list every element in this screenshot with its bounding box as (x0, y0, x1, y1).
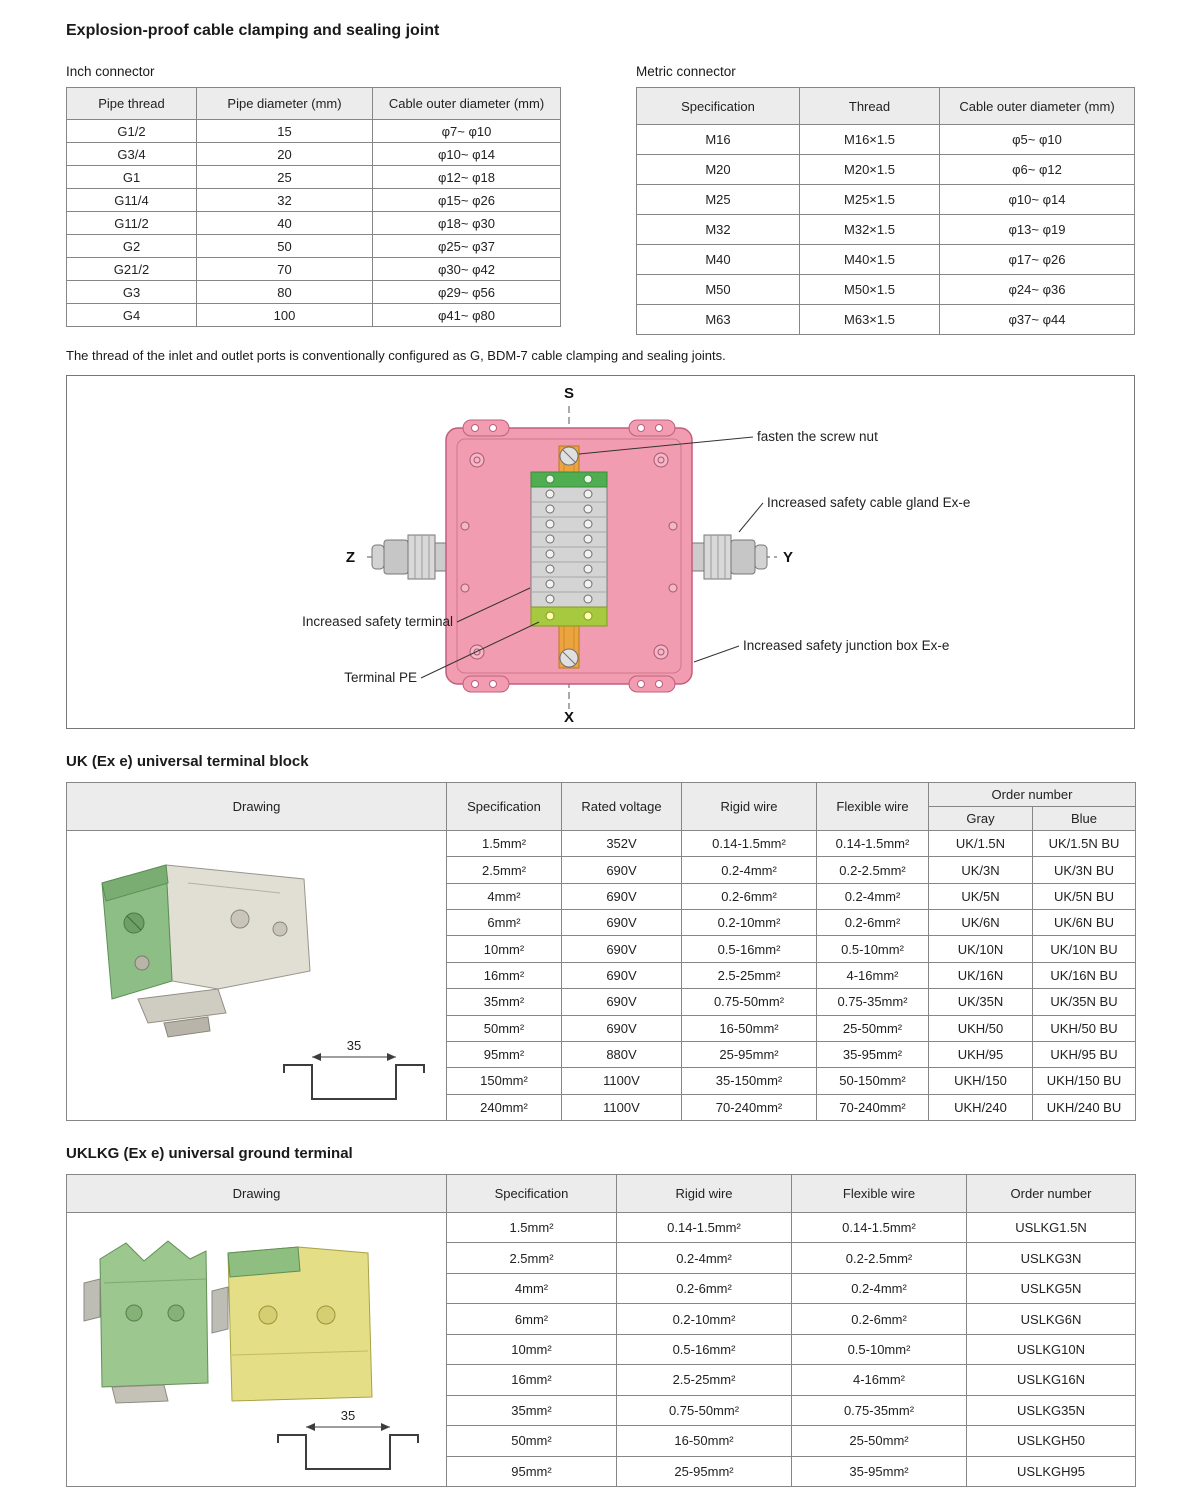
table-cell: 16mm² (447, 962, 562, 988)
table-cell: 240mm² (447, 1094, 562, 1120)
table-cell: UK/5N BU (1033, 883, 1136, 909)
metric-connector-section (636, 64, 1135, 335)
table-cell: UKH/50 BU (1033, 1015, 1136, 1041)
table-cell: 2.5-25mm² (682, 962, 817, 988)
metric-connector-label: Metric connector (636, 64, 736, 79)
rail-width-label: 35 (346, 1038, 361, 1053)
table-cell: UK/10N (929, 936, 1033, 962)
table-cell: 35mm² (447, 1395, 617, 1425)
connector-tables (66, 64, 1135, 335)
table-cell: φ17~ φ26 (940, 245, 1135, 275)
table-cell: G11/4 (67, 189, 197, 212)
table-row (637, 125, 1135, 155)
table-cell: M50×1.5 (800, 275, 940, 305)
table-cell: UK/6N (929, 910, 1033, 936)
table-cell: UKH/150 (929, 1068, 1033, 1094)
table-cell: φ37~ φ44 (940, 305, 1135, 335)
table-cell: 0.2-6mm² (682, 883, 817, 909)
table-cell: 35-150mm² (682, 1068, 817, 1094)
table-cell: UKH/150 BU (1033, 1068, 1136, 1094)
table-cell: 4mm² (447, 1273, 617, 1303)
table-cell: 0.75-35mm² (792, 1395, 967, 1425)
uklkg-section-title: UKLKG (Ex e) universal ground terminal (66, 1145, 353, 1162)
table-cell: 16-50mm² (682, 1015, 817, 1041)
rail-width-label: 35 (340, 1408, 355, 1423)
table-cell: 0.5-10mm² (817, 936, 929, 962)
column-header: Drawing (67, 1175, 447, 1213)
page-title: Explosion-proof cable clamping and sealing joint (66, 22, 440, 39)
table-cell: 35-95mm² (792, 1456, 967, 1487)
table-cell: 35mm² (447, 989, 562, 1015)
column-header: Cable outer diameter (mm) (940, 88, 1135, 125)
terminal-stack-icon (531, 472, 607, 626)
column-header: Blue (1033, 807, 1136, 831)
table-cell: φ10~ φ14 (940, 185, 1135, 215)
table-cell: φ24~ φ36 (940, 275, 1135, 305)
column-header: Specification (447, 783, 562, 831)
cable-gland-left-icon (372, 535, 447, 579)
table-cell: 690V (562, 989, 682, 1015)
table-cell: φ7~ φ10 (373, 120, 561, 143)
table-cell: 0.2-10mm² (617, 1304, 792, 1334)
table-cell: 150mm² (447, 1068, 562, 1094)
table-cell: UKH/240 (929, 1094, 1033, 1120)
uklkg-terminal-table (66, 1174, 1136, 1487)
table-cell: φ25~ φ37 (373, 235, 561, 258)
rail-screw-bottom-icon (560, 649, 578, 667)
table-cell: 0.14-1.5mm² (617, 1213, 792, 1243)
inch-connector-table (66, 87, 561, 327)
table-cell: G3 (67, 281, 197, 304)
note-text: The thread of the inlet and outlet ports is conventionally configured as G, BDM-7 cable clamping and sealing joints. (66, 348, 726, 363)
table-cell: φ10~ φ14 (373, 143, 561, 166)
axis-label-s: S (563, 385, 575, 402)
column-header: Rigid wire (617, 1175, 792, 1213)
table-cell: 0.2-2.5mm² (817, 857, 929, 883)
table-cell: G11/2 (67, 212, 197, 235)
table-header-row (67, 88, 561, 120)
column-header: Order number (967, 1175, 1136, 1213)
table-cell: 0.75-50mm² (617, 1395, 792, 1425)
table-cell: USLKG16N (967, 1365, 1136, 1395)
column-header: Pipe thread (67, 88, 197, 120)
table-cell: G2 (67, 235, 197, 258)
table-row (67, 143, 561, 166)
table-cell: 690V (562, 857, 682, 883)
table-cell: M32×1.5 (800, 215, 940, 245)
table-cell: 4-16mm² (817, 962, 929, 988)
table-row (67, 166, 561, 189)
table-cell: 0.2-10mm² (682, 910, 817, 936)
table-cell: 15 (197, 120, 373, 143)
table-cell: USLKG3N (967, 1243, 1136, 1273)
table-cell: UKH/240 BU (1033, 1094, 1136, 1120)
table-cell: 25-95mm² (617, 1456, 792, 1487)
junction-box-svg (67, 376, 1134, 726)
table-header-row (67, 1175, 1136, 1213)
table-cell: 80 (197, 281, 373, 304)
table-cell: UK/5N (929, 883, 1033, 909)
axis-label-x: X (563, 709, 575, 726)
table-cell: 6mm² (447, 910, 562, 936)
table-cell: 690V (562, 910, 682, 936)
table-cell: M40 (637, 245, 800, 275)
table-cell: M20×1.5 (800, 155, 940, 185)
table-cell: UKH/95 (929, 1041, 1033, 1067)
uklkg-terminal-drawing (68, 1213, 446, 1483)
table-row (637, 215, 1135, 245)
table-row (67, 1213, 1136, 1243)
table-cell: φ12~ φ18 (373, 166, 561, 189)
table-row (67, 212, 561, 235)
table-cell: 0.2-4mm² (792, 1273, 967, 1303)
table-cell: 0.2-6mm² (817, 910, 929, 936)
table-cell: 50 (197, 235, 373, 258)
column-header: Drawing (67, 783, 447, 831)
table-cell: 16-50mm² (617, 1426, 792, 1456)
table-cell: M40×1.5 (800, 245, 940, 275)
table-cell: 2.5mm² (447, 857, 562, 883)
table-cell: USLKG1.5N (967, 1213, 1136, 1243)
table-cell: 10mm² (447, 1334, 617, 1364)
table-cell: M50 (637, 275, 800, 305)
table-cell: 70 (197, 258, 373, 281)
annotation-cable-gland: Increased safety cable gland Ex-e (767, 495, 971, 510)
table-cell: UKH/50 (929, 1015, 1033, 1041)
table-cell: USLKGH50 (967, 1426, 1136, 1456)
table-cell: φ18~ φ30 (373, 212, 561, 235)
table-cell: 70-240mm² (682, 1094, 817, 1120)
column-header: Rigid wire (682, 783, 817, 831)
table-cell: 0.2-6mm² (792, 1304, 967, 1334)
table-row (637, 185, 1135, 215)
table-row (67, 258, 561, 281)
table-cell: G3/4 (67, 143, 197, 166)
table-cell: M63×1.5 (800, 305, 940, 335)
table-cell: 0.75-50mm² (682, 989, 817, 1015)
rail-screw-top-icon (560, 447, 578, 465)
annotation-junction-box: Increased safety junction box Ex-e (743, 638, 950, 653)
document-page (66, 0, 1135, 1487)
table-cell: 0.5-10mm² (792, 1334, 967, 1364)
table-cell: 10mm² (447, 936, 562, 962)
column-header: Gray (929, 807, 1033, 831)
uklkg-terminal-illustration (84, 1241, 372, 1403)
table-cell: 0.2-6mm² (617, 1273, 792, 1303)
table-cell: M25 (637, 185, 800, 215)
table-cell: 0.75-35mm² (817, 989, 929, 1015)
table-cell: M63 (637, 305, 800, 335)
table-cell: M16×1.5 (800, 125, 940, 155)
table-cell: 690V (562, 962, 682, 988)
table-cell: UK/6N BU (1033, 910, 1136, 936)
cable-gland-right-icon (692, 535, 767, 579)
table-cell: 2.5-25mm² (617, 1365, 792, 1395)
din-rail-profile (278, 1408, 418, 1469)
table-cell: φ5~ φ10 (940, 125, 1135, 155)
table-cell: G1 (67, 166, 197, 189)
table-cell: UK/3N (929, 857, 1033, 883)
table-cell: USLKGH95 (967, 1456, 1136, 1487)
table-cell: G21/2 (67, 258, 197, 281)
column-header: Rated voltage (562, 783, 682, 831)
table-cell: 20 (197, 143, 373, 166)
table-cell: φ6~ φ12 (940, 155, 1135, 185)
table-cell: 50-150mm² (817, 1068, 929, 1094)
uk-terminal-drawing (68, 831, 446, 1117)
table-cell: UK/16N BU (1033, 962, 1136, 988)
uk-section-title: UK (Ex e) universal terminal block (66, 753, 309, 770)
table-row (67, 304, 561, 327)
column-header: Specification (637, 88, 800, 125)
table-row (637, 245, 1135, 275)
table-cell: 0.2-4mm² (682, 857, 817, 883)
table-cell: UK/16N (929, 962, 1033, 988)
uk-terminal-illustration (102, 865, 310, 1037)
table-cell: 0.5-16mm² (682, 936, 817, 962)
table-cell: 0.14-1.5mm² (817, 831, 929, 857)
table-cell: 690V (562, 936, 682, 962)
column-header: Flexible wire (792, 1175, 967, 1213)
table-cell: 50mm² (447, 1015, 562, 1041)
table-cell: USLKG10N (967, 1334, 1136, 1364)
table-cell: 1100V (562, 1068, 682, 1094)
table-cell: 32 (197, 189, 373, 212)
table-cell: φ30~ φ42 (373, 258, 561, 281)
table-row (67, 281, 561, 304)
uklkg-drawing-cell (67, 1213, 447, 1487)
table-cell: 70-240mm² (817, 1094, 929, 1120)
inch-connector-label: Inch connector (66, 64, 155, 79)
table-cell: 50mm² (447, 1426, 617, 1456)
table-cell: 95mm² (447, 1041, 562, 1067)
table-header-row (637, 88, 1135, 125)
table-cell: USLKG35N (967, 1395, 1136, 1425)
table-row (67, 189, 561, 212)
table-cell: 0.2-4mm² (817, 883, 929, 909)
table-cell: 4-16mm² (792, 1365, 967, 1395)
uk-terminal-table (66, 782, 1136, 1121)
leader-line (739, 503, 763, 532)
table-row (637, 275, 1135, 305)
table-cell: M16 (637, 125, 800, 155)
table-cell: UK/35N BU (1033, 989, 1136, 1015)
column-header: Specification (447, 1175, 617, 1213)
table-cell: φ13~ φ19 (940, 215, 1135, 245)
junction-box-diagram (66, 375, 1135, 729)
table-row (67, 235, 561, 258)
table-row (637, 155, 1135, 185)
table-cell: 25-50mm² (817, 1015, 929, 1041)
table-cell: φ29~ φ56 (373, 281, 561, 304)
table-cell: 0.2-4mm² (617, 1243, 792, 1273)
metric-connector-table (636, 87, 1135, 335)
table-cell: UK/10N BU (1033, 936, 1136, 962)
table-cell: 0.5-16mm² (617, 1334, 792, 1364)
table-cell: 1.5mm² (447, 1213, 617, 1243)
table-cell: 4mm² (447, 883, 562, 909)
annotation-safety-terminal: Increased safety terminal (302, 614, 453, 629)
table-cell: M20 (637, 155, 800, 185)
column-header: Order number (929, 783, 1136, 807)
table-cell: 2.5mm² (447, 1243, 617, 1273)
table-cell: 6mm² (447, 1304, 617, 1334)
table-cell: 35-95mm² (817, 1041, 929, 1067)
column-header: Pipe diameter (mm) (197, 88, 373, 120)
table-cell: 690V (562, 883, 682, 909)
column-header: Flexible wire (817, 783, 929, 831)
table-cell: 0.2-2.5mm² (792, 1243, 967, 1273)
table-cell: 0.14-1.5mm² (792, 1213, 967, 1243)
table-cell: UK/1.5N (929, 831, 1033, 857)
table-header-row (67, 783, 1136, 807)
table-cell: 0.14-1.5mm² (682, 831, 817, 857)
table-row (637, 305, 1135, 335)
table-cell: M32 (637, 215, 800, 245)
table-cell: 25-50mm² (792, 1426, 967, 1456)
table-cell: φ15~ φ26 (373, 189, 561, 212)
table-cell: φ41~ φ80 (373, 304, 561, 327)
table-cell: 25 (197, 166, 373, 189)
table-cell: 1.5mm² (447, 831, 562, 857)
inch-connector-section (66, 64, 561, 335)
table-cell: 880V (562, 1041, 682, 1067)
table-cell: 352V (562, 831, 682, 857)
table-cell: UK/35N (929, 989, 1033, 1015)
table-cell: UKH/95 BU (1033, 1041, 1136, 1067)
table-cell: 25-95mm² (682, 1041, 817, 1067)
table-cell: 95mm² (447, 1456, 617, 1487)
axis-label-z: Z (345, 549, 355, 566)
table-row (67, 120, 561, 143)
table-cell: G1/2 (67, 120, 197, 143)
table-cell: UK/1.5N BU (1033, 831, 1136, 857)
table-cell: 1100V (562, 1094, 682, 1120)
table-cell: 16mm² (447, 1365, 617, 1395)
table-cell: M25×1.5 (800, 185, 940, 215)
annotation-fasten-screw-nut: fasten the screw nut (757, 429, 878, 444)
table-cell: UK/3N BU (1033, 857, 1136, 883)
column-header: Cable outer diameter (mm) (373, 88, 561, 120)
din-rail-profile (284, 1038, 424, 1099)
column-header: Thread (800, 88, 940, 125)
axis-label-y: Y (783, 549, 794, 566)
table-cell: 40 (197, 212, 373, 235)
leader-line (694, 646, 739, 662)
table-cell: G4 (67, 304, 197, 327)
uk-drawing-cell (67, 831, 447, 1121)
table-cell: 690V (562, 1015, 682, 1041)
table-cell: USLKG5N (967, 1273, 1136, 1303)
table-cell: 100 (197, 304, 373, 327)
annotation-terminal-pe: Terminal PE (344, 670, 417, 685)
table-row (67, 831, 1136, 857)
table-cell: USLKG6N (967, 1304, 1136, 1334)
